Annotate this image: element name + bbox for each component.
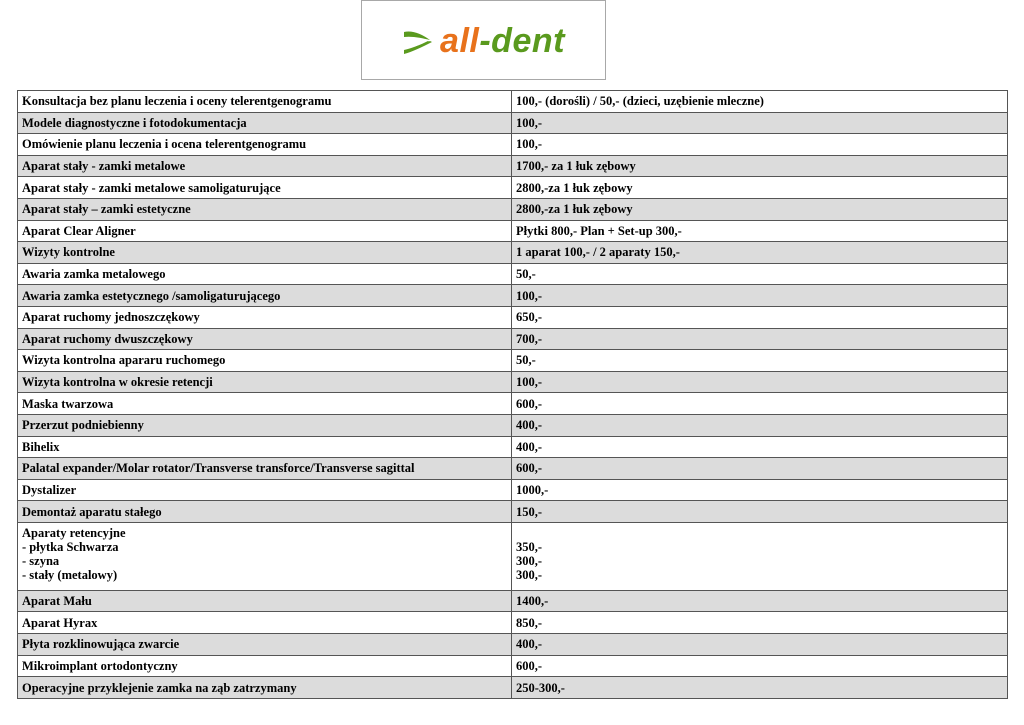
table-row — [18, 328, 1008, 350]
table-row — [18, 177, 1008, 199]
service-name-cell: Awaria zamka metalowego — [18, 263, 512, 285]
table-row — [18, 655, 1008, 677]
price-cell: 1400,- — [512, 590, 1008, 612]
table-row — [18, 458, 1008, 480]
table-row — [18, 393, 1008, 415]
service-name-cell: Awaria zamka estetycznego /samoligaturującego — [18, 285, 512, 307]
service-name-cell: Operacyjne przyklejenie zamka na ząb zatrzymany — [18, 677, 512, 699]
price-cell: 400,- — [512, 634, 1008, 656]
table-row — [18, 263, 1008, 285]
price-cell: 50,- — [512, 350, 1008, 372]
service-name-cell: Bihelix — [18, 436, 512, 458]
service-name-cell: Aparat stały - zamki metalowe — [18, 155, 512, 177]
table-row — [18, 350, 1008, 372]
price-cell: 600,- — [512, 458, 1008, 480]
retention-prices — [516, 526, 1003, 582]
price-cell: 100,- — [512, 371, 1008, 393]
price-cell: 400,- — [512, 414, 1008, 436]
table-row — [18, 436, 1008, 458]
table-row — [18, 612, 1008, 634]
table-row-retention — [18, 522, 1008, 590]
price-cell: 100,- — [512, 285, 1008, 307]
table-row — [18, 677, 1008, 699]
table-row — [18, 198, 1008, 220]
service-name-cell: Wizyta kontrolna w okresie retencji — [18, 371, 512, 393]
price-cell: 1 aparat 100,- / 2 aparaty 150,- — [512, 242, 1008, 264]
table-row — [18, 634, 1008, 656]
retention-item-label: - płytka Schwarza — [22, 539, 119, 554]
service-name-cell: Omówienie planu leczenia i ocena telerentgenogramu — [18, 134, 512, 156]
logo-wordmark — [440, 24, 565, 58]
price-cell: 1700,- za 1 łuk zębowy — [512, 155, 1008, 177]
service-name-cell: Maska twarzowa — [18, 393, 512, 415]
price-cell: 650,- — [512, 306, 1008, 328]
logo-inner — [402, 24, 565, 58]
price-cell: 150,- — [512, 501, 1008, 523]
price-cell: 700,- — [512, 328, 1008, 350]
chevron-leaf-icon — [402, 26, 438, 56]
retention-title: Aparaty retencyjne — [22, 525, 126, 540]
price-cell: Płytki 800,- Plan + Set-up 300,- — [512, 220, 1008, 242]
table-row — [18, 501, 1008, 523]
price-list-body — [18, 91, 1008, 699]
service-name-cell: Dystalizer — [18, 479, 512, 501]
service-name-cell: Aparat Hyrax — [18, 612, 512, 634]
price-cell: 2800,-za 1 łuk zębowy — [512, 198, 1008, 220]
price-cell: 100,- — [512, 134, 1008, 156]
table-row — [18, 91, 1008, 113]
table-row — [18, 134, 1008, 156]
service-name-cell: Aparat Mału — [18, 590, 512, 612]
logo — [361, 0, 606, 80]
service-name-cell: Aparat stały – zamki estetyczne — [18, 198, 512, 220]
table-row — [18, 155, 1008, 177]
price-cell: 50,- — [512, 263, 1008, 285]
price-cell: 100,- — [512, 112, 1008, 134]
retention-item-price: 350,- — [516, 539, 543, 554]
logo-text-dent: -dent — [479, 22, 565, 60]
service-name-cell — [18, 522, 512, 590]
service-name-cell: Modele diagnostyczne i fotodokumentacja — [18, 112, 512, 134]
price-cell: 600,- — [512, 393, 1008, 415]
service-name-cell: Płyta rozklinowująca zwarcie — [18, 634, 512, 656]
retention-item-price: 300,- — [516, 553, 543, 568]
price-cell: 600,- — [512, 655, 1008, 677]
table-row — [18, 242, 1008, 264]
table-row — [18, 414, 1008, 436]
price-cell: 400,- — [512, 436, 1008, 458]
price-list-table — [17, 90, 1008, 699]
retention-item-label: - szyna — [22, 553, 60, 568]
table-row — [18, 285, 1008, 307]
table-row — [18, 479, 1008, 501]
service-name-cell: Konsultacja bez planu leczenia i oceny telerentgenogramu — [18, 91, 512, 113]
service-name-cell: Aparat Clear Aligner — [18, 220, 512, 242]
price-cell: 850,- — [512, 612, 1008, 634]
price-cell: 1000,- — [512, 479, 1008, 501]
logo-text-all: all — [440, 22, 480, 60]
service-name-cell: Aparat ruchomy dwuszczękowy — [18, 328, 512, 350]
retention-item-label: - stały (metalowy) — [22, 567, 118, 582]
price-cell: 2800,-za 1 łuk zębowy — [512, 177, 1008, 199]
table-row — [18, 220, 1008, 242]
table-row — [18, 371, 1008, 393]
service-name-cell: Przerzut podniebienny — [18, 414, 512, 436]
table-row — [18, 112, 1008, 134]
price-cell — [512, 522, 1008, 590]
service-name-cell: Wizyta kontrolna apararu ruchomego — [18, 350, 512, 372]
service-name-cell: Palatal expander/Molar rotator/Transverse transforce/Transverse sagittal — [18, 458, 512, 480]
retention-item-price: 300,- — [516, 567, 543, 582]
service-name-cell: Mikroimplant ortodontyczny — [18, 655, 512, 677]
price-cell: 250-300,- — [512, 677, 1008, 699]
service-name-cell: Demontaż aparatu stałego — [18, 501, 512, 523]
table-row — [18, 590, 1008, 612]
service-name-cell: Aparat ruchomy jednoszczękowy — [18, 306, 512, 328]
service-name-cell: Aparat stały - zamki metalowe samoligaturujące — [18, 177, 512, 199]
service-name-cell: Wizyty kontrolne — [18, 242, 512, 264]
price-cell: 100,- (dorośli) / 50,- (dzieci, uzębienie mleczne) — [512, 91, 1008, 113]
table-row — [18, 306, 1008, 328]
